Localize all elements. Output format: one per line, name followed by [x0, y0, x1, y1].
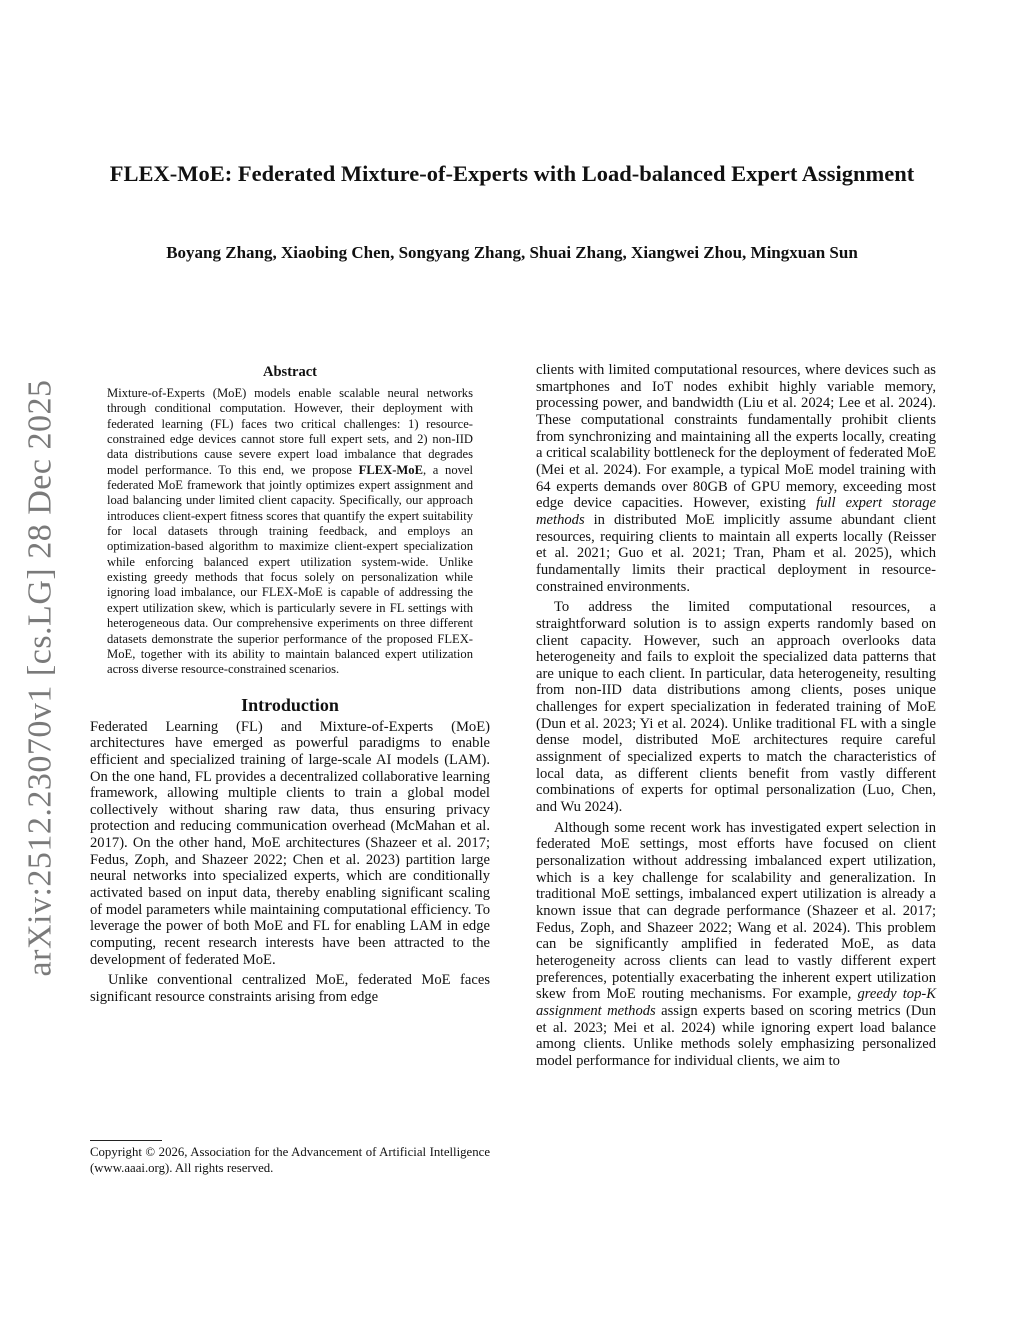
right-p1-part-1: clients with limited computational resources, where devices such as smartphones and IoT nodes exhibit highly variable memory, processing power, and bandwidth (Liu et al. 2024; Lee et al. 2024). These computational constraints fundamentally prohibit clients from synchronizing and maintaining all the experts locally, creating a critical scalability bottleneck for the deployment of federated MoE (Mei et al. 2024). For example, a typical MoE model training with 64 experts demands over 80GB of GPU memory, exceeding most edge device capacities. However, existing: [536, 362, 936, 512]
abstract-heading: Abstract: [263, 364, 317, 380]
paper-title: FLEX-MoE: Federated Mixture-of-Experts with Load-balanced Expert Assignment: [109, 161, 915, 186]
abstract-method-name: FLEX-MoE: [358, 462, 424, 477]
right-paragraph-1: [536, 362, 936, 595]
copyright-footnote: Copyright © 2026, Association for the Advancement of Artificial Intelligence (www.aaai.org). All rights reserved.: [90, 1145, 490, 1175]
right-p3-part-2: assign experts based on scoring metrics (Dun et al. 2023; Mei et al. 2024) while ignoring expert load balance among clients. Unlike methods solely emphasizing personalized model performance for individual clients, we aim to: [536, 1002, 936, 1069]
abstract-text-part-1: Mixture-of-Experts (MoE) models enable scalable neural networks through conditional computation. However, their deployment with federated learning (FL) faces two critical challenges: 1) resource-constrained edge devices cannot store full expert sets, and 2) non-IID data distributions cause severe expert load imbalance that degrades model performance. To this end, we propose: [107, 386, 473, 477]
intro-paragraph-2: Unlike conventional centralized MoE, federated MoE faces significant resource constraints arising from edge: [90, 972, 490, 1006]
left-column: [90, 362, 490, 1006]
right-p1-emphasis: full expert storage methods: [536, 495, 936, 528]
arxiv-identifier-text: arXiv:2512.23070v1 [cs.LG] 28 Dec 2025: [21, 379, 59, 977]
author-list: Boyang Zhang, Xiaobing Chen, Songyang Zhang, Shuai Zhang, Xiangwei Zhou, Mingxuan Sun: [166, 243, 858, 262]
right-column: [536, 362, 936, 1070]
right-p1-part-2: in distributed MoE implicitly assume abundant client resources, requiring clients to maintain all experts locally (Reisser et al. 2021; Guo et al. 2021; Tran, Pham et al. 2025), which fundamentally limits their practical deployment in resource-constrained environments.: [536, 511, 936, 595]
abstract-text-part-2: , a novel federated MoE framework that jointly optimizes expert assignment and load balancing under limited client capacity. Specifically, our approach introduces client-expert fitness scores that quantify the expert suitability for local datasets through training feedback, and employs an optimization-based algorithm to maximize client-expert specialization while enforcing balanced expert utilization system-wide. Unlike existing greedy methods that focus solely on personalization while ignoring load imbalance, our FLEX-MoE is capable of addressing the expert utilization skew, which is particularly severe in FL settings with heterogeneous data. Our comprehensive experiments on three different datasets demonstrate the superior performance of the proposed FLEX-MoE, together with its ability to maintain balanced expert utilization across diverse resource-constrained scenarios.: [107, 462, 473, 677]
right-p3-emphasis: greedy top-K assignment methods: [536, 986, 936, 1019]
introduction-heading: Introduction: [241, 694, 339, 715]
footnote-rule: [90, 1140, 162, 1141]
abstract-text: [107, 386, 473, 678]
right-paragraph-2: To address the limited computational resources, a straightforward solution is to assign experts randomly based on client capacity. However, such an approach overlooks data heterogeneity and fails to exploit the specialized data patterns that are unique to each client. In particular, data heterogeneity, resulting from non-IID data distributions among clients, poses unique challenges for expert specialization in federated training of MoE (Dun et al. 2023; Yi et al. 2024). Unlike traditional FL with a single dense model, distributed MoE architectures require careful assignment of specialized experts to match the characteristics of local data, as different clients benefit from vastly different combinations of experts for optimal personalization (Luo, Chen, and Wu 2024).: [536, 599, 936, 816]
intro-paragraph-1: Federated Learning (FL) and Mixture-of-Experts (MoE) architectures have emerged as powerful paradigms to enable efficient and specialized training of large-scale AI models (LAM). On the one hand, FL provides a decentralized collaborative learning framework, allowing multiple clients to train a global model collectively without sharing raw data, thus ensuring privacy protection and reducing communication overhead (McMahan et al. 2017). On the other hand, MoE architectures (Shazeer et al. 2017; Fedus, Zoph, and Shazeer 2022; Chen et al. 2023) partition large neural networks into specialized experts, which are conditionally activated based on input data, thereby enabling significant scaling of model parameters while maintaining computational efficiency. To leverage the power of both MoE and FL for enabling LAM in edge computing, recent research interests have been attracted to the development of federated MoE.: [90, 718, 490, 968]
arxiv-identifier: [14, 372, 66, 984]
right-p3-part-1: Although some recent work has investigated expert selection in federated MoE settings, most efforts have focused on client personalization without addressing imbalanced expert utilization, which is a key challenge for scalability and generalization. In traditional MoE settings, imbalanced expert utilization is already a known issue that can degrade performance (Shazeer et al. 2017; Fedus, Zoph, and Shazeer 2022; Wang et al. 2024). This problem can be significantly amplified in federated MoE, as data heterogeneity across clients can lead to vastly different expert preferences, potentially exacerbating the inherent expert utilization skew from MoE routing mechanisms. For example,: [536, 819, 936, 1003]
right-paragraph-3: [536, 820, 936, 1070]
abstract-section: [90, 362, 473, 678]
